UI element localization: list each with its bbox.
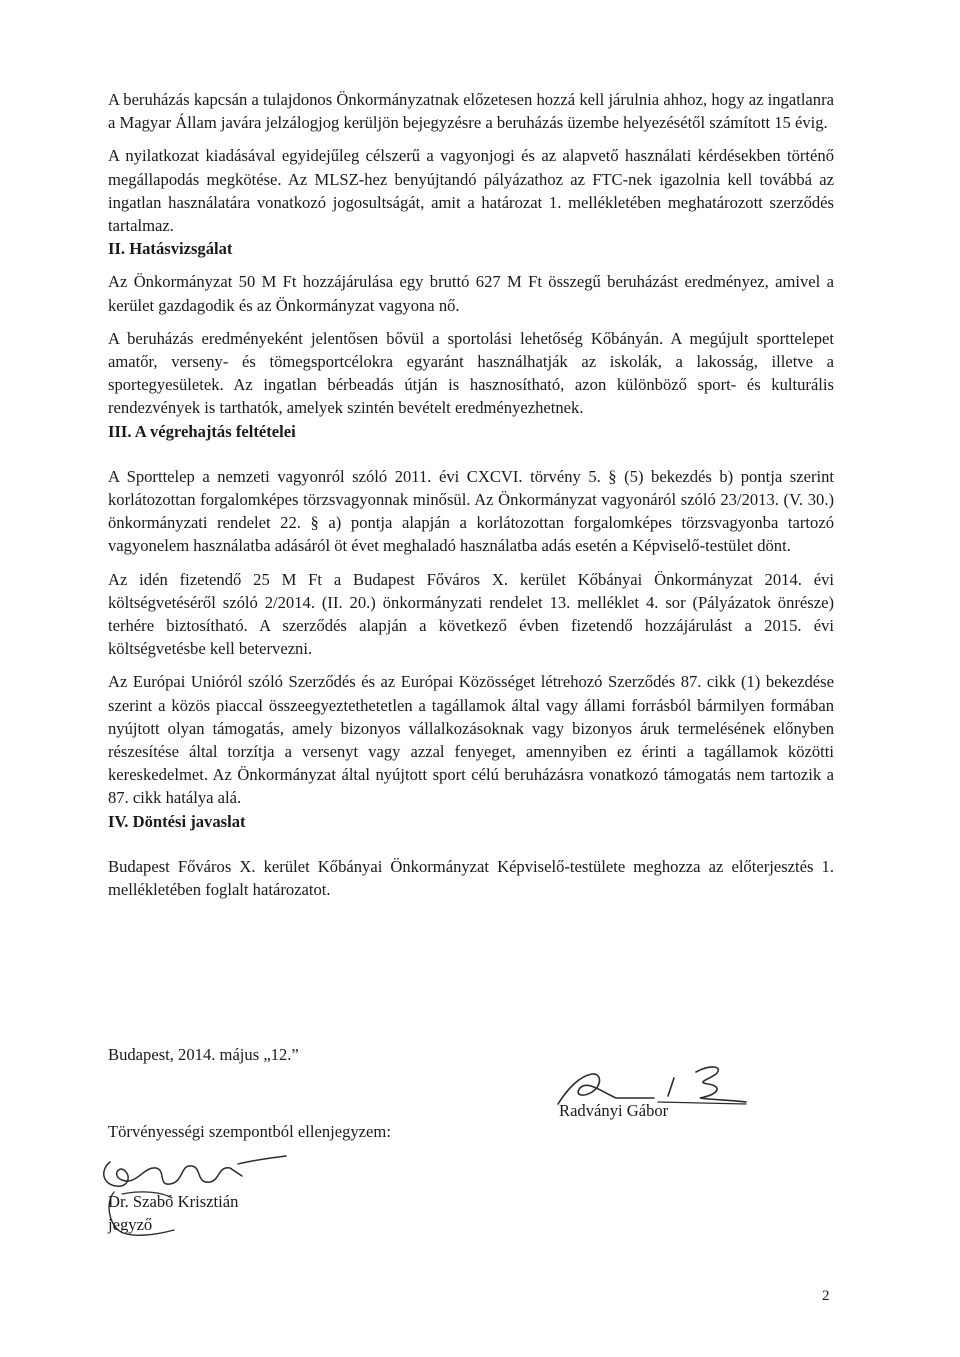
paragraph-nyilatkozat: A nyilatkozat kiadásával egyidejűleg célszerű a vagyonjogi és az alapvető használati kérdésekben történő megállapodás megkötése. Az MLSZ-hez benyújtandó pályázathoz az FTC-nek igazolnia kell továbbá az ingatlan használatára vonatkozó jogosultságát, amit a határozat 1. mellékletében meghatározott szerződés tartalmaz. [108, 146, 834, 236]
notary-name: Dr. Szabó Krisztián [108, 1192, 239, 1211]
signer-name: Radványi Gábor [559, 1101, 669, 1120]
paragraph-jelzalogjog: A beruházás kapcsán a tulajdonos Önkormányzatnak előzetesen hozzá kell járulnia ahhoz, hogy az ingatlanra a Magyar Állam javára jelzálogjog kerüljön bejegyzésre a beruházás üzembe helyezésétől számított 15 évig. [108, 90, 834, 133]
paragraph-sporttelep: A Sporttelep a nemzeti vagyonról szóló 2011. évi CXCVI. törvény 5. § (5) bekezdés b) pontja szerint korlátozottan forgalomképes törzsvagyonnak minősül. Az Önkormányzat vagyonáról szóló 23/2013. (V. 30.) önkormányzati rendelet 22. § a) pontja alapján a korlátozottan forgalomképes törzsvagyonba tartozó vagyonelem használatba adásáról öt évet meghaladó használatba adás esetén a Képviselő-testület dönt. [108, 466, 834, 556]
paragraph-koltsegvetes: Az idén fizetendő 25 M Ft a Budapest Főváros X. kerület Kőbányai Önkormányzat 2014. évi költségvetéséről szóló 2/2014. (II. 20.) önkormányzati rendelet 13. melléklet 4. sor (Pályázatok önrésze) terhére biztosítható. A szerződés alapján a következő évben fizetendő hozzájárulást a 2015. évi költségvetésbe kell betervezni. [108, 569, 834, 659]
paragraph-javaslat: Budapest Főváros X. kerület Kőbányai Önkormányzat Képviselő-testülete meghozza az előterjesztés 1. mellékletében foglalt határozatot. [108, 856, 834, 900]
date-line: Budapest, 2014. május „12.” [108, 1045, 299, 1064]
document-body [108, 88, 834, 901]
section-heading-donetsi-javaslat: IV. Döntési javaslat [108, 811, 246, 831]
section-heading-hatasvizsgalat: II. Hatásvizsgálat [108, 239, 233, 259]
paragraph-hozzajarulas: Az Önkormányzat 50 M Ft hozzájárulása egy bruttó 627 M Ft összegű beruházást eredményez, amivel a kerület gazdagodik és az Önkormányzat vagyona nő. [108, 272, 834, 315]
section-heading-vegrehajtas: III. A végrehajtás feltételei [108, 421, 296, 441]
paragraph-sportolasi-lehetoseg: A beruházás eredményeként jelentősen bővül a sportolási lehetőség Kőbányán. A megújult sporttelepet amatőr, verseny- és tömegsportcélokra egyaránt használhatják az iskolák, a lakosság, illetve a sportegyesületek. Az ingatlan bérbeadás útján is hasznosítható, azon különböző sport- és kulturális rendezvények is tarthatók, amelyek szintén bevételt eredményezhetnek. [108, 328, 834, 418]
countersign-label: Törvényességi szempontból ellenjegyzem: [108, 1122, 391, 1141]
paragraph-europai-unio: Az Európai Unióról szóló Szerződés és az Európai Közösséget létrehozó Szerződés 87. cikk (1) bekezdése szerint a közös piaccal összeegyeztethetetlen a tagállamok által vagy állami forrásból bármilyen formában nyújtott olyan támogatás, amely bizonyos vállalkozásoknak vagy bizonyos áruk termelésének előnyben részesítése által torzítja a versenyt vagy azzal fenyeget, amennyiben ez érinti a tagállamok közötti kereskedelmet. Az Önkormányzat által nyújtott sport célú beruházásra vonatkozó támogatás nem tartozik a 87. cikk hatálya alá. [108, 672, 834, 808]
page-number: 2 [822, 1288, 830, 1304]
notary-title: jegyző [108, 1215, 153, 1234]
